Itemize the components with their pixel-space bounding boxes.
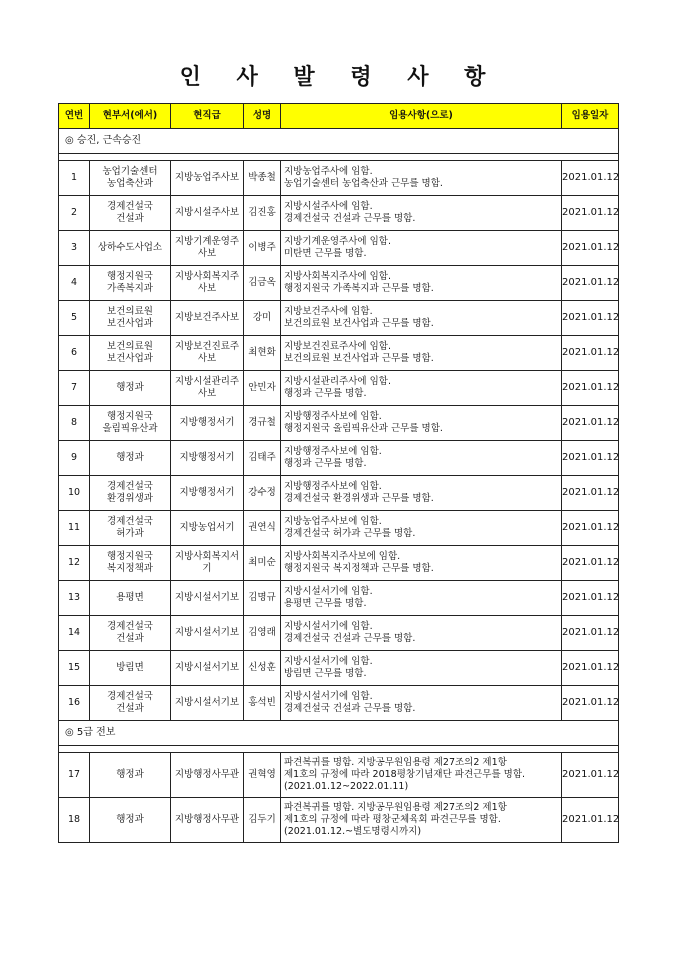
cell-name: 강수정: [244, 476, 281, 511]
dept-line: 농업축산과: [107, 178, 153, 189]
dept-line: 행정과: [116, 382, 144, 393]
cell-no: 5: [59, 301, 90, 336]
cell-no: 2: [59, 196, 90, 231]
cell-date: 2021.01.12: [562, 301, 619, 336]
dept-line: 경제건설국: [107, 201, 153, 212]
cell-name: 안민자: [244, 371, 281, 406]
cell-name: 경규철: [244, 406, 281, 441]
cell-grade: 지방시설서기보: [171, 686, 244, 721]
cell-grade: 지방행정사무관: [171, 753, 244, 798]
cell-no: 4: [59, 266, 90, 301]
cell-dept: [90, 581, 171, 616]
appointment-line: 제1호의 규정에 따라 2018평창기념재단 파견근무를 명함.: [284, 769, 526, 780]
appointment-line: 지방시설주사에 임함.: [284, 201, 373, 212]
dept-line: 행정과: [116, 452, 144, 463]
cell-appointment: [281, 371, 562, 406]
appointment-line: 지방기계운영주사에 임함.: [284, 236, 391, 247]
table-row: [59, 196, 619, 231]
cell-dept: [90, 798, 171, 843]
cell-date: 2021.01.12: [562, 476, 619, 511]
appointment-line: 지방행정주사보에 임함.: [284, 446, 382, 457]
cell-no: 12: [59, 546, 90, 581]
table-row: [59, 441, 619, 476]
cell-name: 권연식: [244, 511, 281, 546]
cell-dept: [90, 231, 171, 266]
cell-no: 8: [59, 406, 90, 441]
cell-name: 김태주: [244, 441, 281, 476]
dept-line: 경제건설국: [107, 516, 153, 527]
appointment-line: 지방시설서기에 임함.: [284, 586, 373, 597]
cell-dept: [90, 406, 171, 441]
dept-line: 행정지원국: [107, 411, 153, 422]
header-name: 성명: [244, 104, 281, 129]
page-title: 인 사 발 령 사 항: [179, 65, 500, 90]
cell-grade: 지방시설관리주사보: [171, 371, 244, 406]
appointment-line: 지방시설서기에 임함.: [284, 656, 373, 667]
cell-appointment: [281, 301, 562, 336]
cell-name: 김두기: [244, 798, 281, 843]
appointment-line: 미탄면 근무를 명함.: [284, 248, 367, 259]
cell-date: 2021.01.12: [562, 406, 619, 441]
cell-date: 2021.01.12: [562, 616, 619, 651]
appointment-line: 제1호의 규정에 따라 평창군체육회 파견근무를 명함.: [284, 814, 501, 825]
cell-appointment: [281, 231, 562, 266]
cell-appointment: [281, 798, 562, 843]
cell-name: 김금옥: [244, 266, 281, 301]
header-appointment: 임용사항(으로): [281, 104, 562, 129]
header-date: 임용일자: [562, 104, 619, 129]
dept-line: 방림면: [116, 662, 144, 673]
cell-no: 18: [59, 798, 90, 843]
cell-no: 17: [59, 753, 90, 798]
appointment-line: 지방사회복지주사보에 임함.: [284, 551, 401, 562]
section-gap: [59, 746, 619, 753]
appointment-line: 지방사회복지주사에 임함.: [284, 271, 391, 282]
cell-appointment: [281, 616, 562, 651]
dept-line: 행정지원국: [107, 551, 153, 562]
appointment-line: 행정과 근무를 명함.: [284, 388, 367, 399]
cell-name: 신성훈: [244, 651, 281, 686]
cell-dept: [90, 753, 171, 798]
cell-no: 7: [59, 371, 90, 406]
dept-line: 보건의료원: [107, 306, 153, 317]
appointment-line: 용평면 근무를 명함.: [284, 598, 367, 609]
table-row: [59, 581, 619, 616]
header-no: 연번: [59, 104, 90, 129]
cell-date: 2021.01.12: [562, 336, 619, 371]
appointment-line: 지방행정주사보에 임함.: [284, 481, 382, 492]
table-row: [59, 511, 619, 546]
appointment-line: 보건의료원 보건사업과 근무를 명함.: [284, 353, 434, 364]
cell-dept: [90, 336, 171, 371]
cell-grade: 지방시설서기보: [171, 581, 244, 616]
cell-dept: [90, 371, 171, 406]
dept-line: 올림픽유산과: [102, 423, 158, 434]
cell-name: 권혁영: [244, 753, 281, 798]
dept-line: 보건사업과: [107, 353, 153, 364]
cell-grade: 지방사회복지주사보: [171, 266, 244, 301]
cell-name: 강미: [244, 301, 281, 336]
cell-grade: 지방시설주사보: [171, 196, 244, 231]
cell-grade: 지방시설서기보: [171, 616, 244, 651]
cell-no: 14: [59, 616, 90, 651]
cell-dept: [90, 476, 171, 511]
cell-appointment: [281, 161, 562, 196]
cell-no: 6: [59, 336, 90, 371]
cell-date: 2021.01.12: [562, 581, 619, 616]
table-row: [59, 546, 619, 581]
cell-appointment: [281, 336, 562, 371]
dept-line: 복지정책과: [107, 563, 153, 574]
appointment-line: 행정지원국 올림픽유산과 근무를 명함.: [284, 423, 443, 434]
cell-name: 김진홍: [244, 196, 281, 231]
cell-date: 2021.01.12: [562, 651, 619, 686]
cell-appointment: [281, 196, 562, 231]
dept-line: 환경위생과: [107, 493, 153, 504]
cell-appointment: [281, 686, 562, 721]
cell-no: 9: [59, 441, 90, 476]
appointment-line: 보건의료원 보건사업과 근무를 명함.: [284, 318, 434, 329]
cell-dept: [90, 616, 171, 651]
dept-line: 건설과: [116, 633, 144, 644]
cell-grade: 지방기계운영주사보: [171, 231, 244, 266]
cell-date: 2021.01.12: [562, 686, 619, 721]
cell-dept: [90, 686, 171, 721]
appointment-line: 지방농업주사에 임함.: [284, 166, 373, 177]
appointment-line: 경제건설국 환경위생과 근무를 명함.: [284, 493, 434, 504]
cell-no: 3: [59, 231, 90, 266]
cell-dept: [90, 651, 171, 686]
header-row: [59, 104, 619, 129]
appointment-line: 행정지원국 복지정책과 근무를 명함.: [284, 563, 434, 574]
table-row: [59, 231, 619, 266]
section-gap: [59, 154, 619, 161]
cell-name: 최미순: [244, 546, 281, 581]
cell-dept: [90, 196, 171, 231]
cell-no: 13: [59, 581, 90, 616]
cell-appointment: [281, 546, 562, 581]
header-current-dept: 현부서(에서): [90, 104, 171, 129]
table-row: [59, 266, 619, 301]
cell-date: 2021.01.12: [562, 511, 619, 546]
cell-appointment: [281, 511, 562, 546]
table-row: [59, 406, 619, 441]
cell-no: 10: [59, 476, 90, 511]
cell-grade: 지방농업주사보: [171, 161, 244, 196]
cell-name: 홍석빈: [244, 686, 281, 721]
dept-line: 보건사업과: [107, 318, 153, 329]
appointment-line: 지방보건주사에 임함.: [284, 306, 373, 317]
header-current-grade: 현직급: [171, 104, 244, 129]
table-row: [59, 686, 619, 721]
section-gap-cell: [59, 154, 619, 161]
appointment-line: 경제건설국 건설과 근무를 명함.: [284, 633, 416, 644]
cell-dept: [90, 441, 171, 476]
cell-appointment: [281, 753, 562, 798]
cell-appointment: [281, 476, 562, 511]
appointment-line: 지방시설서기에 임함.: [284, 691, 373, 702]
dept-line: 용평면: [116, 592, 144, 603]
section-label: ◎ 승진, 근속승진: [59, 129, 619, 154]
cell-dept: [90, 161, 171, 196]
dept-line: 허가과: [116, 528, 144, 539]
cell-appointment: [281, 581, 562, 616]
cell-grade: 지방행정서기: [171, 476, 244, 511]
appointment-line: 방림면 근무를 명함.: [284, 668, 367, 679]
section-row: [59, 129, 619, 154]
dept-line: 경제건설국: [107, 691, 153, 702]
cell-grade: 지방행정서기: [171, 406, 244, 441]
cell-date: 2021.01.12: [562, 798, 619, 843]
cell-grade: 지방시설서기보: [171, 651, 244, 686]
appointment-line: 파견복귀를 명함. 지방공무원임용령 제27조의2 제1항: [284, 802, 507, 813]
appointment-line: 행정과 근무를 명함.: [284, 458, 367, 469]
table-row: [59, 476, 619, 511]
cell-name: 최현화: [244, 336, 281, 371]
cell-dept: [90, 301, 171, 336]
cell-no: 1: [59, 161, 90, 196]
appointment-line: 지방행정주사보에 임함.: [284, 411, 382, 422]
cell-date: 2021.01.12: [562, 161, 619, 196]
cell-date: 2021.01.12: [562, 266, 619, 301]
table-row: [59, 301, 619, 336]
cell-grade: 지방사회복지서기: [171, 546, 244, 581]
appointment-line: 농업기술센터 농업축산과 근무를 명함.: [284, 178, 443, 189]
appointment-line: 행정지원국 가족복지과 근무를 명함.: [284, 283, 434, 294]
cell-appointment: [281, 266, 562, 301]
cell-date: 2021.01.12: [562, 231, 619, 266]
cell-no: 11: [59, 511, 90, 546]
cell-grade: 지방보건주사보: [171, 301, 244, 336]
section-gap-cell: [59, 746, 619, 753]
appointment-line: 파견복귀를 명함. 지방공무원임용령 제27조의2 제1항: [284, 757, 507, 768]
cell-name: 김명규: [244, 581, 281, 616]
appointment-line: 경제건설국 허가과 근무를 명함.: [284, 528, 416, 539]
dept-line: 행정과: [116, 814, 144, 825]
dept-line: 건설과: [116, 703, 144, 714]
cell-grade: 지방보건진료주사보: [171, 336, 244, 371]
table-row: [59, 371, 619, 406]
dept-line: 행정지원국: [107, 271, 153, 282]
cell-grade: 지방농업서기: [171, 511, 244, 546]
dept-line: 농업기술센터: [102, 166, 158, 177]
cell-date: 2021.01.12: [562, 371, 619, 406]
cell-dept: [90, 546, 171, 581]
appointment-line: (2021.01.12.~별도명령시까지): [284, 826, 422, 837]
appointment-line: 경제건설국 건설과 근무를 명함.: [284, 703, 416, 714]
cell-grade: 지방행정사무관: [171, 798, 244, 843]
cell-appointment: [281, 651, 562, 686]
section-label: ◎ 5급 전보: [59, 721, 619, 746]
table-row: [59, 753, 619, 798]
cell-name: 김영래: [244, 616, 281, 651]
dept-line: 경제건설국: [107, 481, 153, 492]
appointment-line: 지방시설관리주사에 임함.: [284, 376, 391, 387]
cell-no: 16: [59, 686, 90, 721]
appointment-line: (2021.01.12~2022.01.11): [284, 781, 409, 792]
cell-date: 2021.01.12: [562, 546, 619, 581]
dept-line: 상하수도사업소: [97, 242, 163, 253]
cell-appointment: [281, 406, 562, 441]
table-row: [59, 336, 619, 371]
appointment-line: 지방보건진료주사에 임함.: [284, 341, 391, 352]
dept-line: 가족복지과: [107, 283, 153, 294]
table-row: [59, 161, 619, 196]
appointment-line: 지방시설서기에 임함.: [284, 621, 373, 632]
cell-no: 15: [59, 651, 90, 686]
dept-line: 보건의료원: [107, 341, 153, 352]
appointment-line: 지방농업주사보에 임함.: [284, 516, 382, 527]
cell-dept: [90, 511, 171, 546]
personnel-table: [58, 103, 619, 843]
cell-name: 박종철: [244, 161, 281, 196]
cell-dept: [90, 266, 171, 301]
table-row: [59, 651, 619, 686]
cell-date: 2021.01.12: [562, 441, 619, 476]
section-row: [59, 721, 619, 746]
table-row: [59, 798, 619, 843]
cell-date: 2021.01.12: [562, 753, 619, 798]
cell-appointment: [281, 441, 562, 476]
dept-line: 행정과: [116, 769, 144, 780]
cell-name: 이병주: [244, 231, 281, 266]
table-row: [59, 616, 619, 651]
cell-grade: 지방행정서기: [171, 441, 244, 476]
cell-date: 2021.01.12: [562, 196, 619, 231]
dept-line: 경제건설국: [107, 621, 153, 632]
appointment-line: 경제건설국 건설과 근무를 명함.: [284, 213, 416, 224]
dept-line: 건설과: [116, 213, 144, 224]
